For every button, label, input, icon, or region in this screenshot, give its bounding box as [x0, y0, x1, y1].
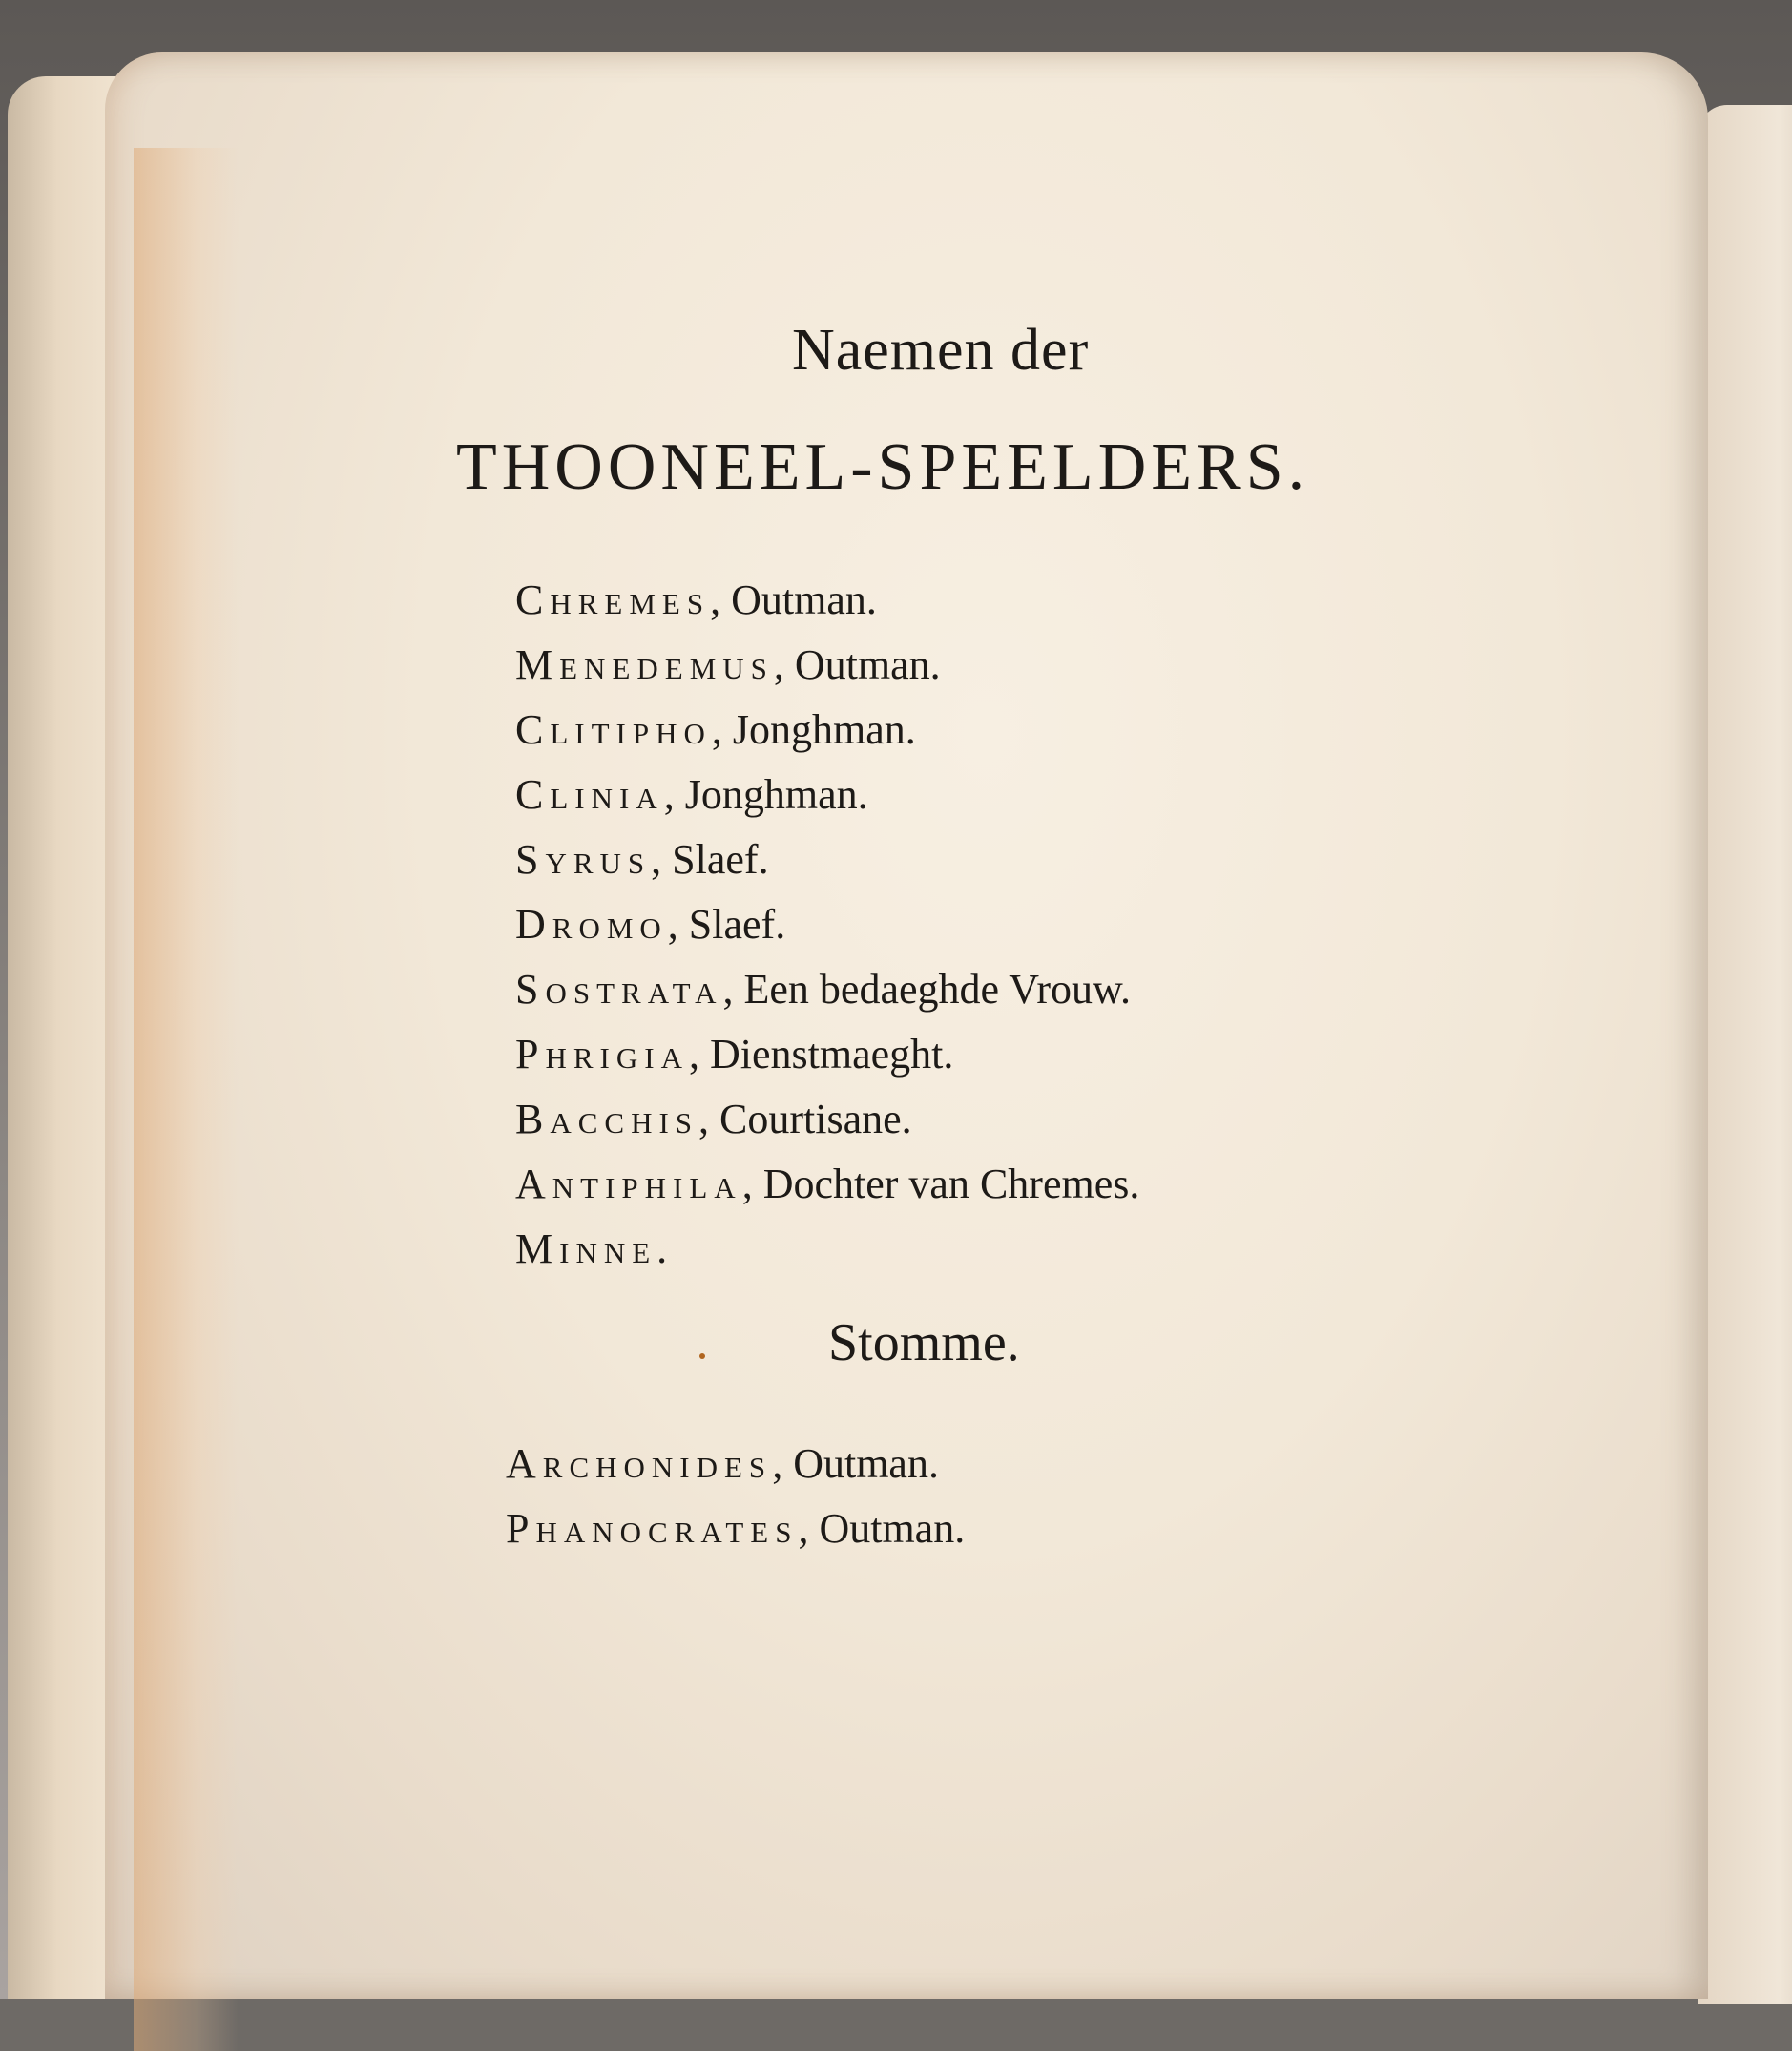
list-item: Phrigia, Dienstmaeght.	[515, 1031, 954, 1078]
character-name: Antiphila	[515, 1161, 742, 1207]
character-role: Slaef.	[688, 901, 786, 948]
character-role: Outman.	[731, 576, 877, 623]
character-name: Archonides	[506, 1440, 773, 1487]
character-role: Dochter van Chremes.	[762, 1161, 1140, 1207]
character-name: Bacchis	[515, 1096, 699, 1142]
list-item	[515, 1217, 1139, 1282]
character-name: Phanocrates	[506, 1505, 799, 1552]
character-role: Dienstmaeght.	[709, 1031, 954, 1078]
character-role: Courtisane.	[719, 1096, 912, 1142]
list-item: Menedemus, Outman.	[515, 641, 941, 688]
mutes-list	[506, 1432, 965, 1561]
character-role: Een bedaeghde Vrouw.	[743, 966, 1131, 1013]
list-item: Dromo, Slaef.	[515, 901, 786, 948]
character-role: Jonghman.	[732, 706, 916, 753]
character-name: Dromo	[515, 901, 668, 948]
character-name: Clitipho	[515, 706, 712, 753]
list-item: Phanocrates, Outman.	[506, 1505, 966, 1552]
list-item: Chremes, Outman.	[515, 576, 877, 623]
character-name: Menedemus	[515, 641, 774, 688]
character-name: Phrigia	[515, 1031, 689, 1078]
list-item: Antiphila, Dochter van Chremes.	[515, 1161, 1140, 1207]
character-role: Outman.	[819, 1505, 966, 1552]
character-name: Clinia	[515, 771, 664, 818]
character-role: Jonghman.	[684, 771, 868, 818]
heading-line-2: THOONEEL-SPEELDERS.	[456, 430, 1310, 504]
character-name: Syrus	[515, 836, 652, 883]
heading-line-1: Naemen der	[792, 318, 1090, 383]
mutes-heading: Stomme.	[828, 1313, 1020, 1372]
list-item: Syrus, Slaef.	[515, 836, 769, 883]
character-role: Outman.	[794, 641, 941, 688]
list-item: Bacchis, Courtisane.	[515, 1096, 912, 1142]
list-item: Clinia, Jonghman.	[515, 771, 868, 818]
character-name: Sostrata	[515, 966, 723, 1013]
list-item: Sostrata, Een bedaeghde Vrouw.	[515, 966, 1131, 1013]
list-item: Clitipho, Jonghman.	[515, 706, 916, 753]
cast-list	[515, 568, 1139, 1282]
character-role: Outman.	[793, 1440, 939, 1487]
character-role: Slaef.	[672, 836, 769, 883]
list-item: Archonides, Outman.	[506, 1440, 939, 1487]
character-name: Chremes	[515, 576, 711, 623]
character-name: Minne.	[515, 1225, 675, 1272]
